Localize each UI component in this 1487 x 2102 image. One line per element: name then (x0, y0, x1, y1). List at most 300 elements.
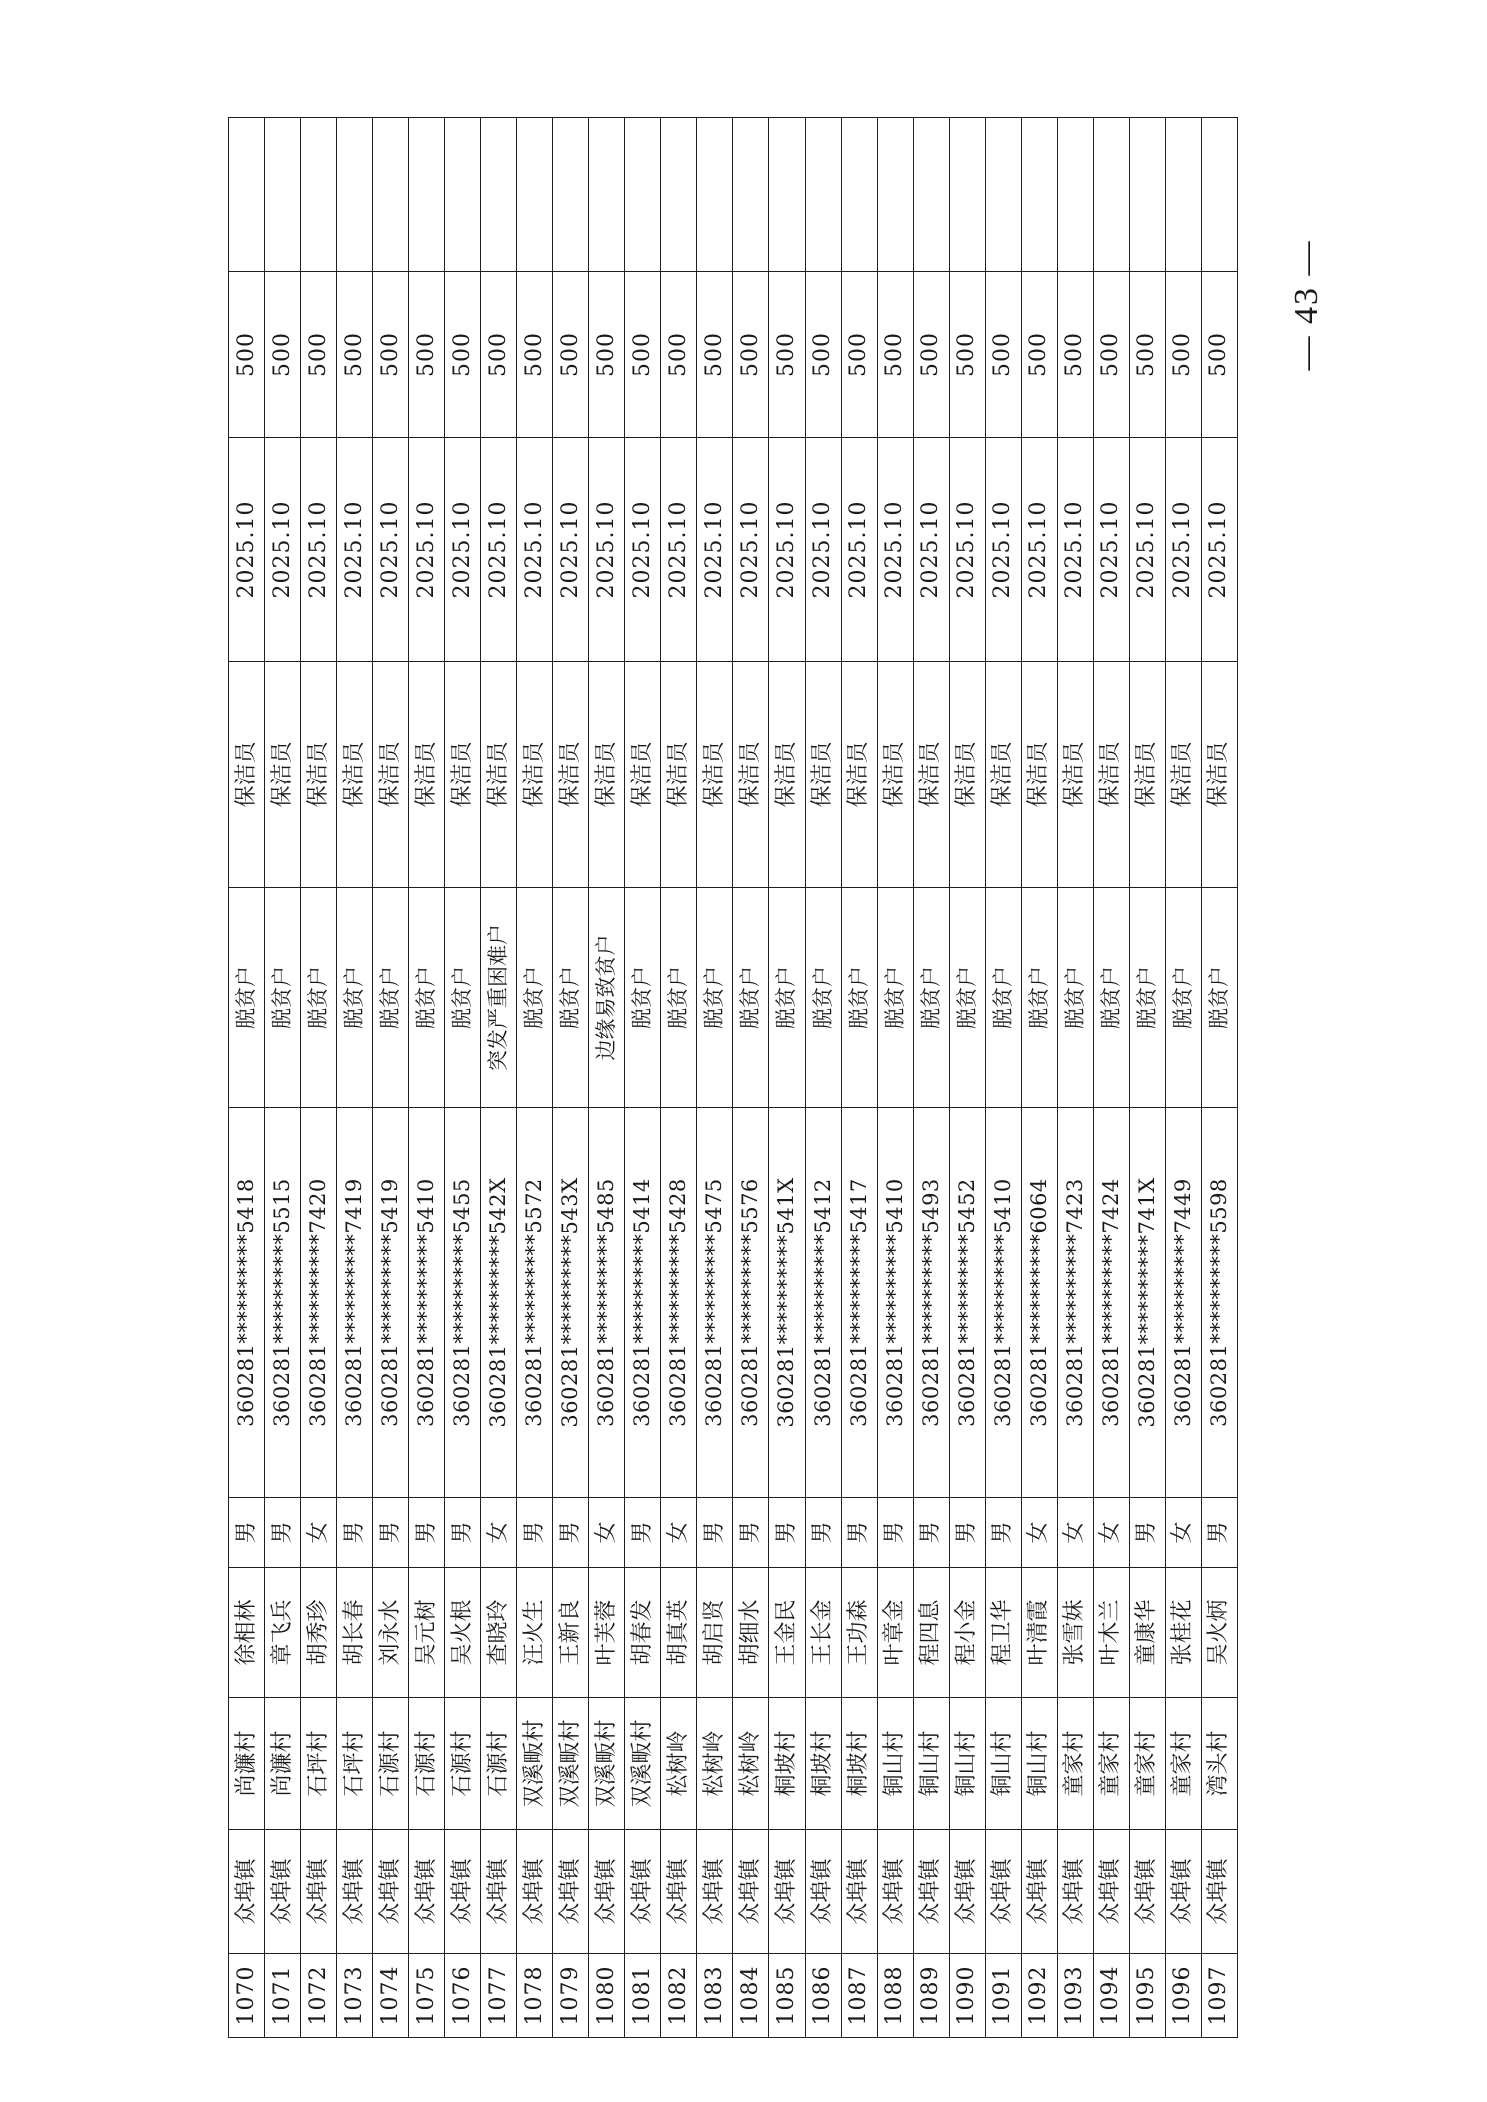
gender-cell: 男 (949, 1498, 985, 1568)
serial-cell: 1079 (553, 1954, 589, 2038)
category-cell: 脱贫户 (913, 888, 949, 1108)
gender-cell: 男 (229, 1498, 265, 1568)
village-cell: 桐坡村 (805, 1698, 841, 1830)
serial-cell: 1088 (877, 1954, 913, 2038)
amount-cell: 500 (553, 272, 589, 438)
job-cell: 保洁员 (229, 662, 265, 888)
name-cell: 程小金 (949, 1568, 985, 1698)
serial-cell: 1083 (697, 1954, 733, 2038)
town-cell: 众埠镇 (409, 1830, 445, 1954)
job-cell: 保洁员 (733, 662, 769, 888)
name-cell: 程卫华 (985, 1568, 1021, 1698)
gender-cell: 男 (337, 1498, 373, 1568)
village-cell: 铜山村 (1021, 1698, 1057, 1830)
date-cell: 2025.10 (301, 438, 337, 662)
village-cell: 松树岭 (661, 1698, 697, 1830)
id-number-cell: 360281**********5515 (265, 1108, 301, 1498)
village-cell: 童家村 (1165, 1698, 1201, 1830)
beneficiary-table (228, 117, 1238, 2038)
table-row (841, 118, 877, 2038)
amount-cell: 500 (805, 272, 841, 438)
blank-cell (697, 118, 733, 272)
town-cell: 众埠镇 (625, 1830, 661, 1954)
job-cell: 保洁员 (481, 662, 517, 888)
category-cell: 脱贫户 (949, 888, 985, 1108)
serial-cell: 1080 (589, 1954, 625, 2038)
table-row (409, 118, 445, 2038)
name-cell: 吴火炳 (1201, 1568, 1237, 1698)
gender-cell: 女 (1093, 1498, 1129, 1568)
category-cell: 脱贫户 (841, 888, 877, 1108)
village-cell: 双溪畈村 (517, 1698, 553, 1830)
job-cell: 保洁员 (445, 662, 481, 888)
job-cell: 保洁员 (517, 662, 553, 888)
name-cell: 张桂花 (1165, 1568, 1201, 1698)
town-cell: 众埠镇 (229, 1830, 265, 1954)
gender-cell: 女 (1165, 1498, 1201, 1568)
blank-cell (1129, 118, 1165, 272)
date-cell: 2025.10 (1057, 438, 1093, 662)
name-cell: 王功森 (841, 1568, 877, 1698)
category-cell: 脱贫户 (1021, 888, 1057, 1108)
amount-cell: 500 (841, 272, 877, 438)
date-cell: 2025.10 (697, 438, 733, 662)
town-cell: 众埠镇 (481, 1830, 517, 1954)
name-cell: 吴元树 (409, 1568, 445, 1698)
town-cell: 众埠镇 (1129, 1830, 1165, 1954)
name-cell: 汪火生 (517, 1568, 553, 1698)
serial-cell: 1086 (805, 1954, 841, 2038)
town-cell: 众埠镇 (589, 1830, 625, 1954)
blank-cell (481, 118, 517, 272)
date-cell: 2025.10 (589, 438, 625, 662)
id-number-cell: 360281**********5428 (661, 1108, 697, 1498)
date-cell: 2025.10 (409, 438, 445, 662)
village-cell: 石坪村 (301, 1698, 337, 1830)
name-cell: 胡细水 (733, 1568, 769, 1698)
blank-cell (265, 118, 301, 272)
category-cell: 突发严重困难户 (481, 888, 517, 1108)
category-cell: 脱贫户 (805, 888, 841, 1108)
village-cell: 尚濂村 (265, 1698, 301, 1830)
table-row (1021, 118, 1057, 2038)
town-cell: 众埠镇 (1201, 1830, 1237, 1954)
category-cell: 脱贫户 (1093, 888, 1129, 1108)
name-cell: 叶芙蓉 (589, 1568, 625, 1698)
id-number-cell: 360281**********5417 (841, 1108, 877, 1498)
serial-cell: 1070 (229, 1954, 265, 2038)
table-row (229, 118, 265, 2038)
date-cell: 2025.10 (229, 438, 265, 662)
table-row (1201, 118, 1237, 2038)
amount-cell: 500 (913, 272, 949, 438)
id-number-cell: 360281**********7449 (1165, 1108, 1201, 1498)
id-number-cell: 360281**********5493 (913, 1108, 949, 1498)
gender-cell: 男 (553, 1498, 589, 1568)
amount-cell: 500 (1201, 272, 1237, 438)
table-row (589, 118, 625, 2038)
category-cell: 脱贫户 (373, 888, 409, 1108)
amount-cell: 500 (229, 272, 265, 438)
town-cell: 众埠镇 (769, 1830, 805, 1954)
gender-cell: 男 (985, 1498, 1021, 1568)
village-cell: 湾头村 (1201, 1698, 1237, 1830)
table-row (661, 118, 697, 2038)
town-cell: 众埠镇 (517, 1830, 553, 1954)
id-number-cell: 360281**********7420 (301, 1108, 337, 1498)
date-cell: 2025.10 (733, 438, 769, 662)
table-row (1165, 118, 1201, 2038)
category-cell: 脱贫户 (1129, 888, 1165, 1108)
date-cell: 2025.10 (1165, 438, 1201, 662)
amount-cell: 500 (517, 272, 553, 438)
town-cell: 众埠镇 (301, 1830, 337, 1954)
village-cell: 童家村 (1057, 1698, 1093, 1830)
gender-cell: 女 (301, 1498, 337, 1568)
name-cell: 叶木兰 (1093, 1568, 1129, 1698)
gender-cell: 男 (445, 1498, 481, 1568)
blank-cell (1093, 118, 1129, 272)
id-number-cell: 360281**********5598 (1201, 1108, 1237, 1498)
date-cell: 2025.10 (445, 438, 481, 662)
gender-cell: 男 (733, 1498, 769, 1568)
gender-cell: 男 (373, 1498, 409, 1568)
category-cell: 脱贫户 (409, 888, 445, 1108)
serial-cell: 1076 (445, 1954, 481, 2038)
blank-cell (877, 118, 913, 272)
village-cell: 桐坡村 (769, 1698, 805, 1830)
date-cell: 2025.10 (949, 438, 985, 662)
id-number-cell: 360281**********5419 (373, 1108, 409, 1498)
date-cell: 2025.10 (661, 438, 697, 662)
town-cell: 众埠镇 (841, 1830, 877, 1954)
amount-cell: 500 (985, 272, 1021, 438)
town-cell: 众埠镇 (1093, 1830, 1129, 1954)
job-cell: 保洁员 (553, 662, 589, 888)
table-row (697, 118, 733, 2038)
category-cell: 脱贫户 (229, 888, 265, 1108)
table-row (625, 118, 661, 2038)
table-row (481, 118, 517, 2038)
category-cell: 脱贫户 (733, 888, 769, 1108)
date-cell: 2025.10 (913, 438, 949, 662)
serial-cell: 1093 (1057, 1954, 1093, 2038)
amount-cell: 500 (337, 272, 373, 438)
name-cell: 王金民 (769, 1568, 805, 1698)
date-cell: 2025.10 (337, 438, 373, 662)
date-cell: 2025.10 (1201, 438, 1237, 662)
amount-cell: 500 (481, 272, 517, 438)
blank-cell (1021, 118, 1057, 272)
blank-cell (337, 118, 373, 272)
job-cell: 保洁员 (1129, 662, 1165, 888)
blank-cell (445, 118, 481, 272)
amount-cell: 500 (1093, 272, 1129, 438)
date-cell: 2025.10 (805, 438, 841, 662)
village-cell: 铜山村 (913, 1698, 949, 1830)
job-cell: 保洁员 (913, 662, 949, 888)
village-cell: 尚濂村 (229, 1698, 265, 1830)
serial-cell: 1095 (1129, 1954, 1165, 2038)
table-row (877, 118, 913, 2038)
gender-cell: 男 (805, 1498, 841, 1568)
category-cell: 脱贫户 (877, 888, 913, 1108)
table-body (229, 118, 1238, 2038)
blank-cell (769, 118, 805, 272)
date-cell: 2025.10 (877, 438, 913, 662)
amount-cell: 500 (301, 272, 337, 438)
serial-cell: 1081 (625, 1954, 661, 2038)
town-cell: 众埠镇 (949, 1830, 985, 1954)
serial-cell: 1071 (265, 1954, 301, 2038)
category-cell: 脱贫户 (553, 888, 589, 1108)
job-cell: 保洁员 (1057, 662, 1093, 888)
id-number-cell: 360281**********7423 (1057, 1108, 1093, 1498)
town-cell: 众埠镇 (445, 1830, 481, 1954)
id-number-cell: 360281**********5410 (985, 1108, 1021, 1498)
gender-cell: 男 (769, 1498, 805, 1568)
job-cell: 保洁员 (769, 662, 805, 888)
town-cell: 众埠镇 (553, 1830, 589, 1954)
date-cell: 2025.10 (553, 438, 589, 662)
date-cell: 2025.10 (517, 438, 553, 662)
serial-cell: 1092 (1021, 1954, 1057, 2038)
job-cell: 保洁员 (1201, 662, 1237, 888)
id-number-cell: 360281**********5410 (877, 1108, 913, 1498)
job-cell: 保洁员 (409, 662, 445, 888)
category-cell: 边缘易致贫户 (589, 888, 625, 1108)
serial-cell: 1089 (913, 1954, 949, 2038)
gender-cell: 男 (1201, 1498, 1237, 1568)
job-cell: 保洁员 (985, 662, 1021, 888)
town-cell: 众埠镇 (913, 1830, 949, 1954)
amount-cell: 500 (1057, 272, 1093, 438)
job-cell: 保洁员 (877, 662, 913, 888)
table-row (1093, 118, 1129, 2038)
id-number-cell: 360281**********7419 (337, 1108, 373, 1498)
job-cell: 保洁员 (1165, 662, 1201, 888)
name-cell: 胡真英 (661, 1568, 697, 1698)
village-cell: 双溪畈村 (553, 1698, 589, 1830)
serial-cell: 1077 (481, 1954, 517, 2038)
job-cell: 保洁员 (697, 662, 733, 888)
blank-cell (949, 118, 985, 272)
village-cell: 童家村 (1093, 1698, 1129, 1830)
serial-cell: 1074 (373, 1954, 409, 2038)
job-cell: 保洁员 (805, 662, 841, 888)
serial-cell: 1082 (661, 1954, 697, 2038)
page-number: — 43 — (1288, 239, 1325, 371)
town-cell: 众埠镇 (985, 1830, 1021, 1954)
serial-cell: 1087 (841, 1954, 877, 2038)
town-cell: 众埠镇 (733, 1830, 769, 1954)
job-cell: 保洁员 (589, 662, 625, 888)
serial-cell: 1090 (949, 1954, 985, 2038)
name-cell: 叶清霞 (1021, 1568, 1057, 1698)
category-cell: 脱贫户 (301, 888, 337, 1108)
category-cell: 脱贫户 (1057, 888, 1093, 1108)
amount-cell: 500 (1021, 272, 1057, 438)
job-cell: 保洁员 (337, 662, 373, 888)
gender-cell: 男 (841, 1498, 877, 1568)
gender-cell: 女 (661, 1498, 697, 1568)
id-number-cell: 360281**********5414 (625, 1108, 661, 1498)
name-cell: 张雪妹 (1057, 1568, 1093, 1698)
category-cell: 脱贫户 (265, 888, 301, 1108)
gender-cell: 男 (1129, 1498, 1165, 1568)
gender-cell: 女 (1021, 1498, 1057, 1568)
village-cell: 铜山村 (985, 1698, 1021, 1830)
category-cell: 脱贫户 (625, 888, 661, 1108)
category-cell: 脱贫户 (769, 888, 805, 1108)
town-cell: 众埠镇 (805, 1830, 841, 1954)
blank-cell (913, 118, 949, 272)
blank-cell (409, 118, 445, 272)
blank-cell (841, 118, 877, 272)
village-cell: 桐坡村 (841, 1698, 877, 1830)
date-cell: 2025.10 (265, 438, 301, 662)
village-cell: 石源村 (409, 1698, 445, 1830)
amount-cell: 500 (409, 272, 445, 438)
category-cell: 脱贫户 (1165, 888, 1201, 1108)
blank-cell (661, 118, 697, 272)
village-cell: 铜山村 (949, 1698, 985, 1830)
town-cell: 众埠镇 (877, 1830, 913, 1954)
name-cell: 叶章金 (877, 1568, 913, 1698)
blank-cell (1057, 118, 1093, 272)
rotated-table-wrapper (228, 118, 1238, 2038)
category-cell: 脱贫户 (985, 888, 1021, 1108)
gender-cell: 女 (481, 1498, 517, 1568)
serial-cell: 1084 (733, 1954, 769, 2038)
table-row (1057, 118, 1093, 2038)
blank-cell (985, 118, 1021, 272)
table-row (1129, 118, 1165, 2038)
date-cell: 2025.10 (625, 438, 661, 662)
name-cell: 查晓玲 (481, 1568, 517, 1698)
serial-cell: 1091 (985, 1954, 1021, 2038)
id-number-cell: 360281**********542X (481, 1108, 517, 1498)
serial-cell: 1078 (517, 1954, 553, 2038)
blank-cell (625, 118, 661, 272)
village-cell: 松树岭 (697, 1698, 733, 1830)
table-row (301, 118, 337, 2038)
serial-cell: 1097 (1201, 1954, 1237, 2038)
table-row (733, 118, 769, 2038)
job-cell: 保洁员 (1093, 662, 1129, 888)
job-cell: 保洁员 (625, 662, 661, 888)
blank-cell (517, 118, 553, 272)
date-cell: 2025.10 (373, 438, 409, 662)
table-row (445, 118, 481, 2038)
name-cell: 胡启贤 (697, 1568, 733, 1698)
serial-cell: 1075 (409, 1954, 445, 2038)
date-cell: 2025.10 (841, 438, 877, 662)
town-cell: 众埠镇 (265, 1830, 301, 1954)
table-row (517, 118, 553, 2038)
name-cell: 胡长春 (337, 1568, 373, 1698)
job-cell: 保洁员 (373, 662, 409, 888)
name-cell: 胡秀珍 (301, 1568, 337, 1698)
blank-cell (805, 118, 841, 272)
blank-cell (229, 118, 265, 272)
amount-cell: 500 (1129, 272, 1165, 438)
gender-cell: 男 (913, 1498, 949, 1568)
amount-cell: 500 (733, 272, 769, 438)
serial-cell: 1085 (769, 1954, 805, 2038)
table-row (553, 118, 589, 2038)
date-cell: 2025.10 (1021, 438, 1057, 662)
village-cell: 石源村 (445, 1698, 481, 1830)
name-cell: 刘永水 (373, 1568, 409, 1698)
gender-cell: 男 (697, 1498, 733, 1568)
category-cell: 脱贫户 (1201, 888, 1237, 1108)
name-cell: 王新良 (553, 1568, 589, 1698)
town-cell: 众埠镇 (1021, 1830, 1057, 1954)
name-cell: 程四息 (913, 1568, 949, 1698)
town-cell: 众埠镇 (1057, 1830, 1093, 1954)
id-number-cell: 360281**********5485 (589, 1108, 625, 1498)
table-row (913, 118, 949, 2038)
village-cell: 石坪村 (337, 1698, 373, 1830)
blank-cell (1201, 118, 1237, 272)
category-cell: 脱贫户 (661, 888, 697, 1108)
village-cell: 双溪畈村 (589, 1698, 625, 1830)
town-cell: 众埠镇 (661, 1830, 697, 1954)
job-cell: 保洁员 (949, 662, 985, 888)
blank-cell (733, 118, 769, 272)
id-number-cell: 360281**********5576 (733, 1108, 769, 1498)
gender-cell: 男 (409, 1498, 445, 1568)
amount-cell: 500 (697, 272, 733, 438)
job-cell: 保洁员 (301, 662, 337, 888)
amount-cell: 500 (1165, 272, 1201, 438)
town-cell: 众埠镇 (697, 1830, 733, 1954)
table-row (337, 118, 373, 2038)
table-row (265, 118, 301, 2038)
gender-cell: 女 (1057, 1498, 1093, 1568)
table-row (985, 118, 1021, 2038)
village-cell: 石源村 (481, 1698, 517, 1830)
town-cell: 众埠镇 (373, 1830, 409, 1954)
amount-cell: 500 (445, 272, 481, 438)
gender-cell: 男 (625, 1498, 661, 1568)
job-cell: 保洁员 (661, 662, 697, 888)
date-cell: 2025.10 (769, 438, 805, 662)
category-cell: 脱贫户 (445, 888, 481, 1108)
id-number-cell: 360281**********5455 (445, 1108, 481, 1498)
name-cell: 童康华 (1129, 1568, 1165, 1698)
id-number-cell: 360281**********741X (1129, 1108, 1165, 1498)
amount-cell: 500 (877, 272, 913, 438)
town-cell: 众埠镇 (337, 1830, 373, 1954)
gender-cell: 女 (589, 1498, 625, 1568)
village-cell: 石源村 (373, 1698, 409, 1830)
gender-cell: 男 (877, 1498, 913, 1568)
name-cell: 胡春发 (625, 1568, 661, 1698)
category-cell: 脱贫户 (697, 888, 733, 1108)
job-cell: 保洁员 (265, 662, 301, 888)
blank-cell (1165, 118, 1201, 272)
amount-cell: 500 (265, 272, 301, 438)
category-cell: 脱贫户 (337, 888, 373, 1108)
amount-cell: 500 (589, 272, 625, 438)
village-cell: 童家村 (1129, 1698, 1165, 1830)
id-number-cell: 360281**********7424 (1093, 1108, 1129, 1498)
name-cell: 吴火根 (445, 1568, 481, 1698)
amount-cell: 500 (661, 272, 697, 438)
blank-cell (589, 118, 625, 272)
